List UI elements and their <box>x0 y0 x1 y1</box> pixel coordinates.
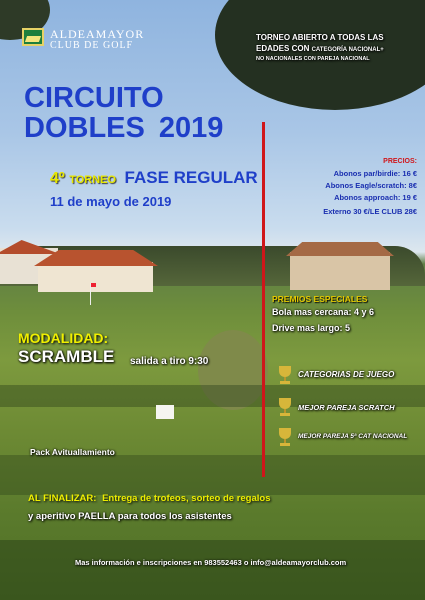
house-center <box>38 262 153 292</box>
title-year: 2019 <box>158 112 224 144</box>
finish-text1: Entrega de trofeos, sorteo de regalos <box>102 493 271 504</box>
club-name-line2: CLUB DE GOLF <box>50 40 134 51</box>
prices-heading: PRECIOS: <box>383 158 417 165</box>
finish-line1 <box>28 493 270 504</box>
modalidad-label: MODALIDAD: <box>18 330 109 346</box>
event-number: 4º <box>50 170 65 187</box>
prices-list <box>323 168 417 220</box>
modalidad-value: SCRAMBLE <box>18 347 115 366</box>
shadow-band-2 <box>0 455 425 495</box>
price-item: Abonos par/birdie: 16 € <box>333 169 417 178</box>
event-line <box>50 169 258 187</box>
trophy-icon <box>276 365 294 385</box>
award-2: MEJOR PAREJA SCRATCH <box>298 403 395 412</box>
house-right <box>290 252 390 290</box>
pack-text: Pack Avituallamiento <box>30 447 115 457</box>
club-logo-icon <box>22 28 44 46</box>
open-line2-b: CATEGORÍA NACIONAL+ <box>311 47 384 53</box>
event-torneo: TORNEO <box>69 174 117 186</box>
price-item: Abonos approach: 19 € <box>334 193 417 202</box>
divider-red-line <box>262 122 265 477</box>
tree-top-right <box>215 0 425 110</box>
award-3: MEJOR PAREJA 5ª CAT NACIONAL <box>298 433 408 440</box>
footer-info: Mas información e inscripciones en 983552463 o info@aldeamayorclub.com <box>75 558 347 567</box>
open-line2-a: EDADES CON <box>256 44 310 53</box>
special-prize-2: Drive mas largo: 5 <box>272 323 351 333</box>
trophy-icon <box>276 427 294 447</box>
trophy-icon <box>276 397 294 417</box>
flag <box>91 283 96 287</box>
modalidad-start: salida a tiro 9:30 <box>130 356 209 367</box>
finish-line2: y aperitivo PAELLA para todos los asistentes <box>28 511 232 522</box>
event-date: 11 de mayo de 2019 <box>50 194 172 209</box>
house-right-roof <box>286 242 394 256</box>
open-line2 <box>256 44 384 53</box>
open-line3: NO NACIONALES CON PAREJA NACIONAL <box>256 56 370 62</box>
title-line1: CIRCUITO <box>24 82 164 114</box>
finish-label: AL FINALIZAR: <box>28 493 97 504</box>
special-prizes-heading: PREMIOS ESPECIALES <box>272 294 368 304</box>
event-phase: FASE REGULAR <box>124 168 258 187</box>
award-1: CATEGORIAS DE JUEGO <box>298 370 395 379</box>
club-name-line1: ALDEAMAYOR <box>50 27 145 41</box>
sign-post <box>156 405 174 419</box>
special-prize-1: Bola mas cercana: 4 y 6 <box>272 307 375 317</box>
open-line1: TORNEO ABIERTO A TODAS LAS <box>256 33 384 42</box>
title-dobles: DOBLES <box>24 112 145 144</box>
price-item: Abonos Eagle/scratch: 8€ <box>325 181 417 190</box>
shadow-band-3 <box>0 540 425 600</box>
title-line2 <box>24 114 223 143</box>
price-item: Externo 30 €/LE CLUB 28€ <box>323 207 417 216</box>
